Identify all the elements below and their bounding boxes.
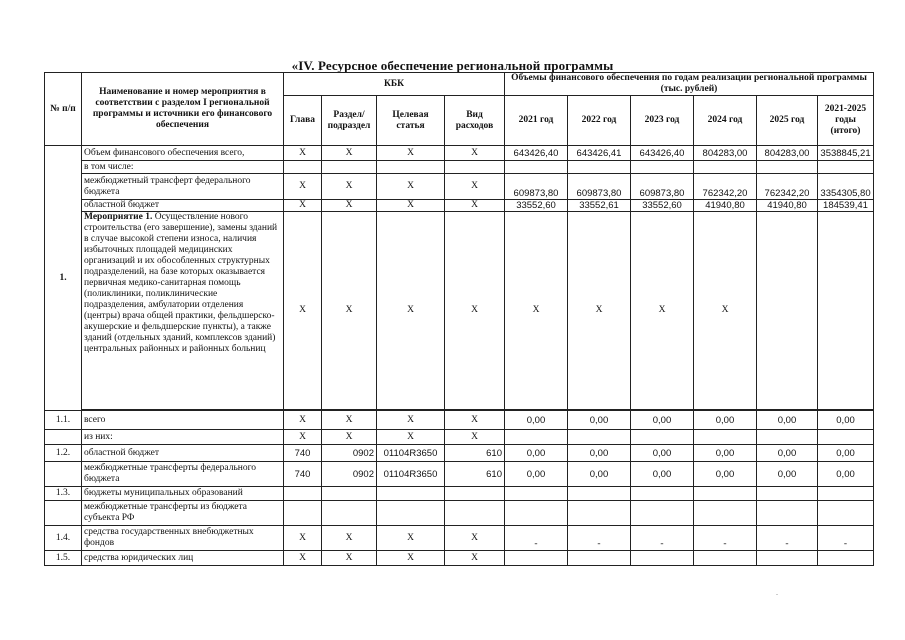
col-vid-header: Вид расходов — [445, 96, 505, 146]
cell-x: X — [284, 551, 322, 566]
col-year-total: 2021-2025 годы (итого) — [818, 96, 874, 146]
cell-value: 643426,40 — [631, 146, 694, 161]
cell-value: 0,00 — [694, 462, 757, 487]
cell-x: X — [694, 212, 757, 410]
cell-statya: 01104R3650 — [377, 462, 445, 487]
cell-value: 0,00 — [505, 411, 568, 430]
cell-value: 609873,80 — [568, 174, 631, 200]
table-row — [45, 462, 874, 487]
cell-x: X — [568, 212, 631, 410]
cell-value: 0,00 — [818, 411, 874, 430]
row-label: всего — [82, 411, 284, 430]
table-row — [45, 445, 874, 462]
measure-1-description — [82, 212, 284, 410]
cell-value: 0,00 — [505, 462, 568, 487]
cell-value: 184539,41 — [818, 200, 874, 212]
row-label: межбюджетные трансферты федерального бюджета — [82, 462, 284, 487]
row-num: 1.3. — [45, 487, 82, 501]
cell-value: 0,00 — [505, 445, 568, 462]
cell-value: 0,00 — [757, 445, 818, 462]
cell-value: 643426,40 — [505, 146, 568, 161]
cell-glava: 740 — [284, 445, 322, 462]
cell-value: 41940,80 — [694, 200, 757, 212]
table-row — [45, 487, 874, 501]
cell-x: X — [445, 411, 505, 430]
cell-value: 33552,61 — [568, 200, 631, 212]
cell-x: X — [377, 212, 445, 410]
cell-x: X — [377, 526, 445, 551]
cell-value: 0,00 — [631, 411, 694, 430]
col-statya-header: Целевая статья — [377, 96, 445, 146]
row-label: Объем финансового обеспечения всего, — [82, 146, 284, 161]
cell-dash: - — [757, 526, 818, 551]
cell-value: 41940,80 — [757, 200, 818, 212]
cell-x: X — [445, 430, 505, 445]
col-razdel-header: Раздел/ подраздел — [322, 96, 377, 146]
measure-1-text: Осуществление нового строительства (его завершение), замены зданий в случае высокой степени износа, наличия избыточных площадей медицинских организаций и их обособленных структурных подразделений, на базе которых оказывается первичная медико-санитарная помощь (поликлиники, поликлинические подразделения, амбулатории отделения (центры) врача общей практики, фельдшерско-акушерские и фельдшерские пункты), а также зданий (отдельных зданий, комплексов зданий) центральных районных и районных больниц — [84, 212, 278, 354]
cell-x: X — [322, 526, 377, 551]
row-num: 1.1. — [45, 411, 82, 430]
cell-value: 0,00 — [568, 462, 631, 487]
row-num: 1.2. — [45, 445, 82, 462]
cell-x: X — [445, 200, 505, 212]
cell-x: X — [322, 146, 377, 161]
cell-x: X — [377, 146, 445, 161]
cell-x: X — [284, 526, 322, 551]
cell-value: 3354305,80 — [818, 174, 874, 200]
cell-x: X — [445, 174, 505, 200]
cell-statya: 01104R3650 — [377, 445, 445, 462]
cell-value: 33552,60 — [505, 200, 568, 212]
cell-x: X — [284, 174, 322, 200]
cell-value: 0,00 — [631, 445, 694, 462]
cell-value: 804283,00 — [757, 146, 818, 161]
row-label: межбюджетные трансферты из бюджета субъекта РФ — [82, 501, 284, 526]
cell-value: 804283,00 — [694, 146, 757, 161]
cell-value: 0,00 — [631, 462, 694, 487]
col-year-2021: 2021 год — [505, 96, 568, 146]
row-label: бюджеты муниципальных образований — [82, 487, 284, 501]
table-row — [45, 146, 874, 161]
col-num-header: № п/п — [45, 73, 82, 146]
col-glava-header: Глава — [284, 96, 322, 146]
row-label: областной бюджет — [82, 200, 284, 212]
row-label: межбюджетный трансферт федерального бюджета — [82, 174, 284, 200]
table-row — [45, 411, 874, 430]
table-row — [45, 526, 874, 551]
footer-mark: - — [776, 592, 778, 598]
cell-x: X — [322, 411, 377, 430]
row-label: в том числе: — [82, 161, 284, 174]
col-year-2022: 2022 год — [568, 96, 631, 146]
cell-dash: - — [694, 526, 757, 551]
cell-value: 0,00 — [757, 462, 818, 487]
table-row — [45, 551, 874, 566]
row-num: 1.5. — [45, 551, 82, 566]
cell-x: X — [284, 146, 322, 161]
cell-x: X — [322, 430, 377, 445]
cell-x: X — [322, 551, 377, 566]
cell-value: 609873,80 — [505, 174, 568, 200]
cell-value: 33552,60 — [631, 200, 694, 212]
cell-x: X — [322, 200, 377, 212]
col-year-2023: 2023 год — [631, 96, 694, 146]
table-row — [45, 174, 874, 200]
row-label: средства государственных внебюджетных фондов — [82, 526, 284, 551]
cell-value: 609873,80 — [631, 174, 694, 200]
cell-x: X — [322, 212, 377, 410]
cell-x: X — [284, 212, 322, 410]
cell-value: 0,00 — [757, 411, 818, 430]
cell-vid: 610 — [445, 462, 505, 487]
funding-header: Объемы финансового обеспечения по годам реализации региональной программы (тыс. рублей) — [505, 73, 874, 96]
section-title: «IV. Ресурсное обеспечение региональной программы — [291, 58, 614, 73]
col-name-header: Наименование и номер мероприятия в соответствии с разделом I региональной программы и источники его финансового обеспечения — [82, 73, 284, 146]
cell-x: X — [377, 174, 445, 200]
table-row — [45, 161, 874, 174]
resource-table — [44, 72, 874, 566]
row-label: средства юридических лиц — [82, 551, 284, 566]
cell-value: 762342,20 — [757, 174, 818, 200]
measure-1-title: Мероприятие 1. — [84, 212, 153, 222]
cell-x: X — [377, 200, 445, 212]
cell-x: X — [445, 551, 505, 566]
cell-dash: - — [568, 526, 631, 551]
cell-x: X — [284, 200, 322, 212]
cell-x: X — [284, 430, 322, 445]
table-row — [45, 501, 874, 526]
cell-value: 762342,20 — [694, 174, 757, 200]
cell-dash: - — [505, 526, 568, 551]
cell-value: 0,00 — [818, 445, 874, 462]
cell-value: 0,00 — [694, 411, 757, 430]
cell-x: X — [322, 174, 377, 200]
cell-x: X — [631, 212, 694, 410]
cell-x: X — [445, 526, 505, 551]
table-row — [45, 430, 874, 445]
col-year-2025: 2025 год — [757, 96, 818, 146]
cell-value: 3538845,21 — [818, 146, 874, 161]
header-row-1 — [45, 73, 874, 96]
cell-value: 0,00 — [694, 445, 757, 462]
table-row — [45, 200, 874, 212]
kbk-header: КБК — [284, 73, 505, 96]
row-num: 1.4. — [45, 526, 82, 551]
cell-dash: - — [631, 526, 694, 551]
cell-x: X — [505, 212, 568, 410]
cell-vid: 610 — [445, 445, 505, 462]
cell-x: X — [445, 212, 505, 410]
cell-x: X — [377, 430, 445, 445]
cell-value: 0,00 — [568, 411, 631, 430]
cell-razdel: 0902 — [322, 462, 377, 487]
cell-dash: - — [818, 526, 874, 551]
row-num: 1. — [45, 146, 82, 411]
cell-x: X — [377, 411, 445, 430]
cell-value: 0,00 — [568, 445, 631, 462]
row-label: из них: — [82, 430, 284, 445]
row-label: областной бюджет — [82, 445, 284, 462]
cell-x: X — [445, 146, 505, 161]
cell-value: 643426,41 — [568, 146, 631, 161]
cell-x: X — [377, 551, 445, 566]
table-row — [45, 212, 874, 410]
cell-value: 0,00 — [818, 462, 874, 487]
cell-razdel: 0902 — [322, 445, 377, 462]
cell-x: X — [284, 411, 322, 430]
col-year-2024: 2024 год — [694, 96, 757, 146]
cell-glava: 740 — [284, 462, 322, 487]
